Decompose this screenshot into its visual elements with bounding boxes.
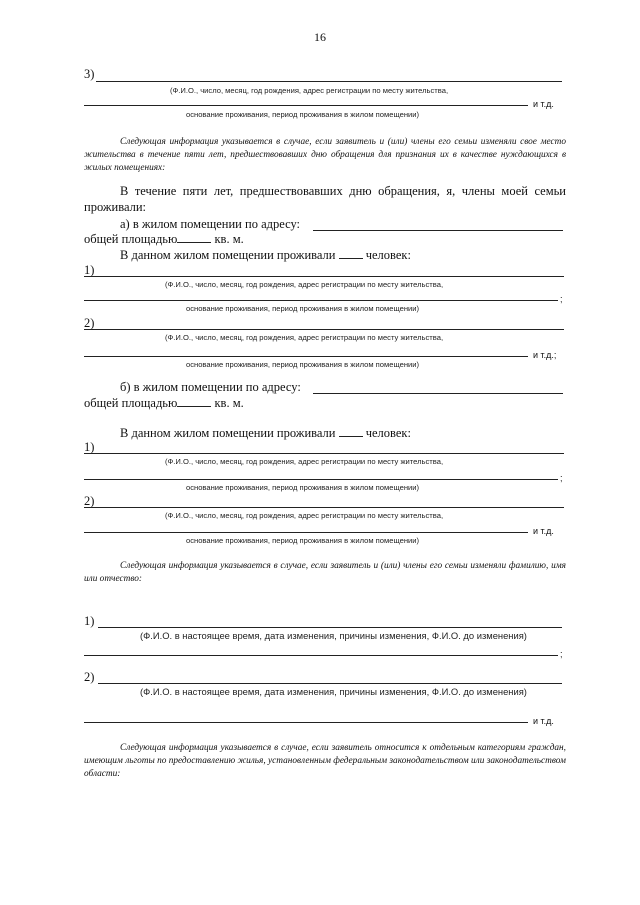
info-note-name-change: Следующая информация указывается в случае, если заявитель и (или) члены его семьи изменяли фамилию, имя или отчество: [84,561,566,584]
fill-line[interactable] [84,356,528,357]
address-a-input[interactable] [313,230,563,231]
fill-line[interactable] [98,627,562,628]
caption-name-change: (Ф.И.О. в настоящее время, дата изменения, причины изменения, Ф.И.О. до изменения) [140,686,527,697]
lived-b-count-input[interactable] [339,436,363,437]
address-a-label: а) в жилом помещении по адресу: [120,217,301,231]
lived-suffix: человек: [365,426,411,440]
area-a-row [84,232,244,247]
fill-line[interactable] [84,655,558,656]
caption-basis: основание проживания, период проживания в жилом помещении) [186,360,420,369]
lived-b-row [120,426,411,441]
nc-item-1-number: 1) [84,614,95,628]
semicolon-text: ; [560,649,563,659]
caption-fio: (Ф.И.О., число, месяц, год рождения, адрес регистрации по месту жительства, [165,280,444,289]
five-years-paragraph: В течение пяти лет, предшествовавших дню обращения, я, члены моей семьи проживали: [84,184,566,214]
semicolon-text: ; [560,294,563,304]
item-3-number: 3) [84,67,95,81]
caption-fio: (Ф.И.О., число, месяц, год рождения, адрес регистрации по месту жительства, [165,511,444,520]
fill-line[interactable] [84,479,558,480]
fill-line[interactable] [84,300,558,301]
etc-text: и т.д. [533,526,554,536]
lived-a-count-input[interactable] [339,258,363,259]
area-prefix: общей площадью [84,232,178,246]
nc-item-2-number: 2) [84,670,95,684]
fill-line[interactable] [84,453,564,454]
b-item-1-number: 1) [84,440,95,454]
fill-line[interactable] [84,105,528,106]
area-suffix: кв. м. [214,396,244,410]
caption-fio: (Ф.И.О., число, месяц, год рождения, адрес регистрации по месту жительства, [165,333,444,342]
b-item-2-number: 2) [84,494,95,508]
page-number: 16 [314,30,326,44]
lived-prefix: В данном жилом помещении проживали [120,248,336,262]
lived-suffix: человек: [365,248,411,262]
area-b-row [84,396,244,411]
fill-line[interactable] [84,532,528,533]
info-note-benefits: Следующая информация указывается в случае, если заявитель относится к отдельным категориям граждан, имеющим льготы по предоставлению жилья, установленным федеральным законодательством или законодательством области: [84,743,566,779]
area-suffix: кв. м. [214,232,244,246]
fill-line[interactable] [84,507,564,508]
etc-semicolon-text: и т.д.; [533,350,557,360]
semicolon-text: ; [560,473,563,483]
fill-line[interactable] [96,81,562,82]
a-item-2-number: 2) [84,316,95,330]
fill-line[interactable] [84,329,564,330]
etc-text: и т.д. [533,99,554,109]
fill-line[interactable] [98,683,562,684]
a-item-1-number: 1) [84,263,95,277]
fill-line[interactable] [84,722,528,723]
caption-basis: основание проживания, период проживания в жилом помещении) [186,304,420,313]
area-prefix: общей площадью [84,396,178,410]
caption-basis: основание проживания, период проживания в жилом помещении) [186,110,420,119]
caption-basis: основание проживания, период проживания в жилом помещении) [186,536,420,545]
area-b-input[interactable] [177,406,211,407]
info-note-residence: Следующая информация указывается в случае, если заявитель и (или) члены его семьи изменяли свое место жительства в течение пяти лет, предшествовавших дню обращения для признания их в качестве нуждающихся в жилых помещениях: [84,137,566,173]
area-a-input[interactable] [177,242,211,243]
fill-line[interactable] [84,276,564,277]
etc-text: и т.д. [533,716,554,726]
lived-prefix: В данном жилом помещении проживали [120,426,336,440]
address-b-input[interactable] [313,393,563,394]
caption-fio: (Ф.И.О., число, месяц, год рождения, адрес регистрации по месту жительства, [170,86,449,95]
address-b-label: б) в жилом помещении по адресу: [120,380,301,394]
caption-fio: (Ф.И.О., число, месяц, год рождения, адрес регистрации по месту жительства, [165,457,444,466]
lived-a-row [120,248,411,263]
caption-basis: основание проживания, период проживания в жилом помещении) [186,483,420,492]
caption-name-change: (Ф.И.О. в настоящее время, дата изменения, причины изменения, Ф.И.О. до изменения) [140,630,527,641]
